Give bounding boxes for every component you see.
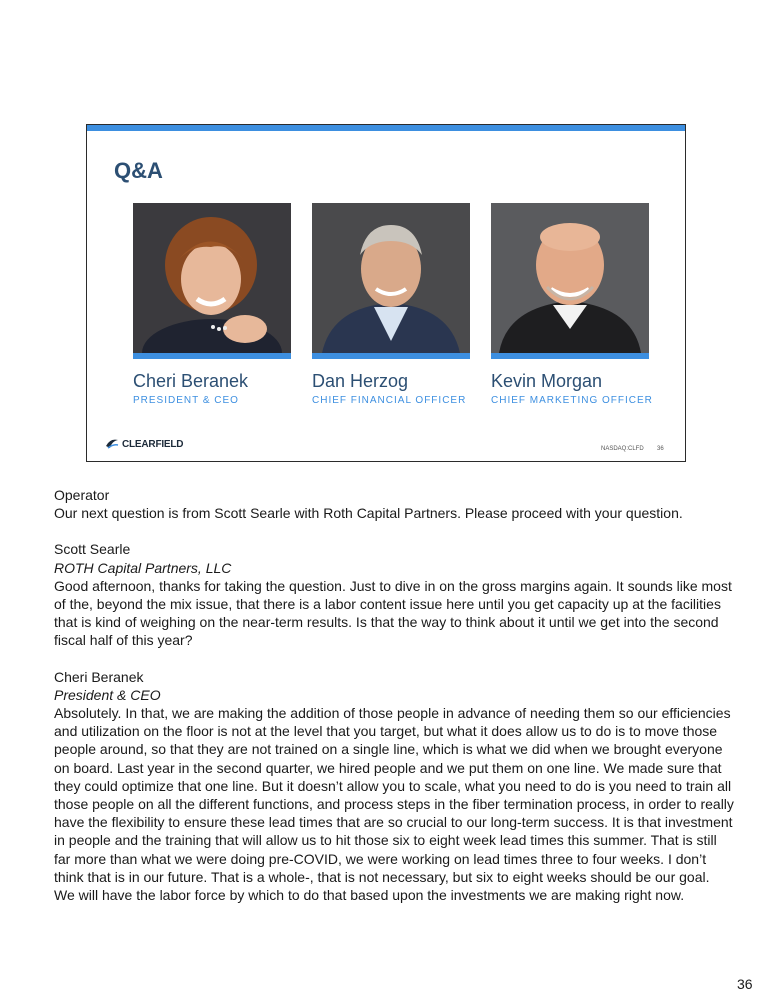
speaker-name: Operator: [54, 487, 110, 503]
person-title: CHIEF MARKETING OFFICER: [491, 395, 653, 406]
person-title: CHIEF FINANCIAL OFFICER: [312, 395, 467, 406]
clearfield-logo: [105, 438, 183, 450]
speaker-name: Scott Searle: [54, 541, 131, 558]
speech-text: Good afternoon, thanks for taking the question. Just to dive in on the gross margins again. It sounds like most of the, beyond the mix issue, that there is a labor content issue here until you get capacity up at the facilities that is kind of weighing on the near-term results. Is that the way to think about it until we get into the second fiscal half of this year?: [54, 577, 732, 649]
slide-top-bar: [87, 125, 685, 131]
transcript-entry-operator: [54, 486, 734, 522]
photo-accent-bar: [312, 353, 470, 359]
person-card-dan: [312, 203, 470, 406]
logo-swoosh-icon: [105, 438, 119, 450]
transcript-entry-scott: [54, 540, 734, 649]
person-photo-dan: [312, 203, 470, 353]
person-card-kevin: [491, 203, 653, 406]
person-photo-kevin: [491, 203, 649, 353]
speaker-affiliation: ROTH Capital Partners, LLC: [54, 559, 232, 576]
slide-number: 36: [657, 446, 664, 452]
person-name: Dan Herzog: [312, 371, 409, 391]
page-number: 36: [737, 976, 753, 992]
slide-ticker: NASDAQ:CLFD: [601, 446, 644, 452]
transcript: [54, 486, 734, 922]
person-title: PRESIDENT & CEO: [133, 395, 239, 406]
slide-image: [86, 124, 686, 462]
slide-title: Q&A: [114, 158, 163, 183]
photo-accent-bar: [491, 353, 649, 359]
speaker-affiliation: President & CEO: [54, 686, 161, 703]
person-card-cheri: [133, 203, 291, 406]
speaker-name: Cheri Beranek: [54, 668, 144, 685]
speech-text: Our next question is from Scott Searle with Roth Capital Partners. Please proceed with your question.: [54, 505, 683, 522]
person-name: Kevin Morgan: [491, 371, 603, 391]
speech-text: Absolutely. In that, we are making the addition of those people in advance of needing them so our efficiencies and utilization on the floor is not at the level that you target, but what it does allow us to do is to move those people around, so that they are not trained on a single line, which is what we did when we brought everyone on board. Last year in the second quarter, we hired people and we put them on one line. We made sure that they could optimize that one line. But it doesn’t allow you to scale, what you need to do is you need to train all those people on all the different functions, and process steps in the fiber termination process, in order to really have the flexibility to ensure these lead times that are so crucial to our long-term success. It is that investment in people and the training that will allow us to hit those six to eight week lead times this summer. That is still far more than what we were doing pre-COVID, we were working on lead times three to four weeks. I don’t think that is in our future. That is a whole-, that is not necessary, but six to eight weeks should be our goal. We will have the labor force by which to do that based upon the investments we are making right now.: [54, 705, 734, 904]
person-name: Cheri Beranek: [133, 371, 249, 391]
logo-text: CLEARFIELD: [122, 438, 184, 450]
photo-accent-bar: [133, 353, 291, 359]
person-photo-cheri: [133, 203, 291, 353]
transcript-entry-cheri: [54, 668, 734, 905]
